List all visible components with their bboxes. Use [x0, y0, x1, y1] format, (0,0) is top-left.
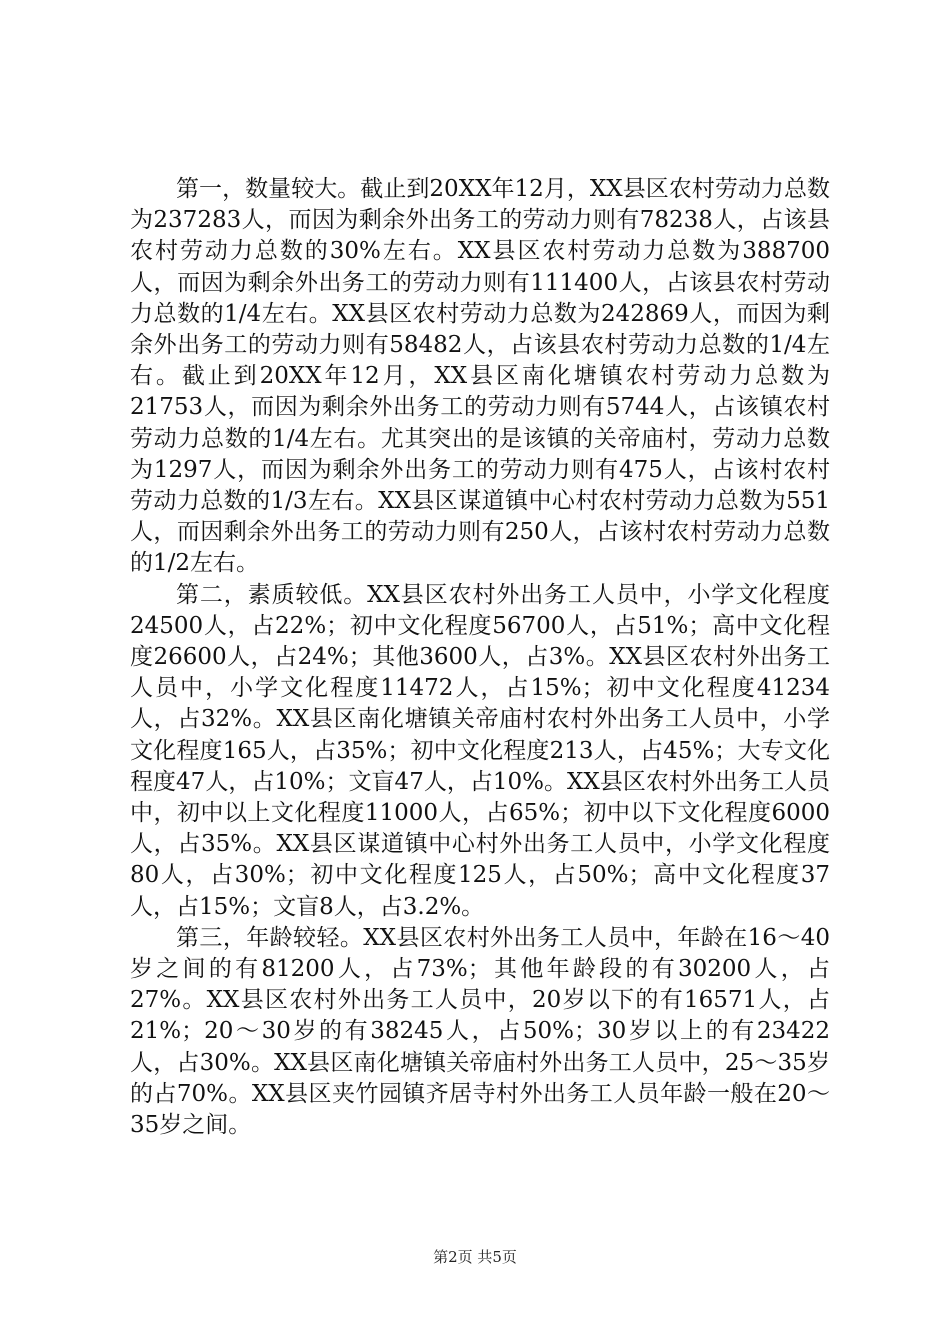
paragraph-age: 第三，年龄较轻。XX县区农村外出务工人员中，年龄在16～40岁之间的有81200人，占73%；其他年龄段的有30200人，占27%。XX县区农村外出务工人员中，20岁以下的有16571人，占21%；20～30岁的有38245人，占50%；30岁以上的有23422人，占30%。XX县区南化塘镇关帝庙村外出务工人员中，25～35岁的占70%。XX县区夹竹园镇齐居寺村外出务工人员年龄一般在20～35岁之间。 — [130, 924, 830, 1139]
page-number-footer: 第2页 共5页 — [433, 1248, 517, 1266]
document-body — [130, 174, 830, 1141]
paragraph-quantity: 第一，数量较大。截止到20XX年12月，XX县区农村劳动力总数为237283人，而因为剩余外出务工的劳动力则有78238人，占该县农村劳动力总数的30%左右。XX县区农村劳动力总数为388700人，而因为剩余外出务工的劳动力则有111400人，占该县农村劳动力总数的1/4左右。XX县区农村劳动力总数为242869人，而因为剩余外出务工的劳动力则有58482人，占该县农村劳动力总数的1/4左右。截止到20XX年12月，XX县区南化塘镇农村劳动力总数为21753人，而因为剩余外出务工的劳动力则有5744人，占该镇农村劳动力总数的1/4左右。尤其突出的是该镇的关帝庙村，劳动力总数为1297人，而因为剩余外出务工的劳动力则有475人，占该村农村劳动力总数的1/3左右。XX县区谋道镇中心村农村劳动力总数为551人，而因剩余外出务工的劳动力则有250人，占该村农村劳动力总数的1/2左右。 — [130, 176, 830, 577]
paragraph-quality: 第二，素质较低。XX县区农村外出务工人员中，小学文化程度24500人，占22%；初中文化程度56700人，占51%；高中文化程度26600人，占24%；其他3600人，占3%。XX县区农村外出务工人员中，小学文化程度11472人，占15%；初中文化程度41234人，占32%。XX县区南化塘镇关帝庙村农村外出务工人员中，小学文化程度165人，占35%；初中文化程度213人，占45%；大专文化程度47人，占10%；文盲47人，占10%。XX县区农村外出务工人员中，初中以上文化程度11000人，占65%；初中以下文化程度6000人，占35%。XX县区谋道镇中心村外出务工人员中，小学文化程度80人，占30%；初中文化程度125人，占50%；高中文化程度37人，占15%；文盲8人，占3.2%。 — [130, 581, 830, 920]
